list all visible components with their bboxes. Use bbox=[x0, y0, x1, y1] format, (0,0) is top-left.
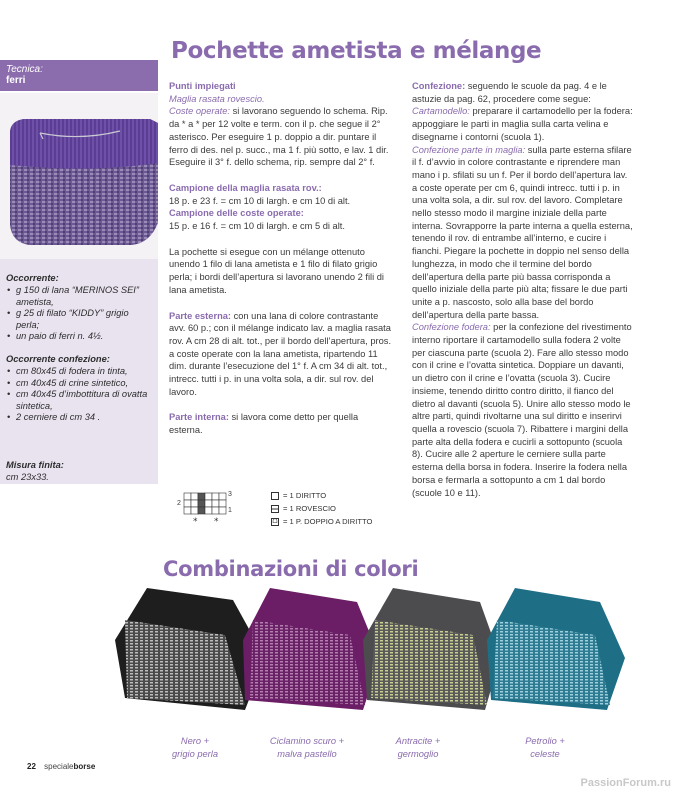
purse-variants-illustration bbox=[95, 580, 655, 730]
watermark: PassionForum.ru bbox=[580, 777, 671, 789]
confezione-text: seguendo le scuole da pag. 4 e le astuzie da pag. 62, procedere come segue: bbox=[412, 81, 607, 104]
caption-line: Ciclamino scuro + bbox=[269, 736, 345, 746]
fodera-paragraph bbox=[412, 321, 633, 499]
list-item: • g 150 di lana “MERINOS SEI” ametista, bbox=[6, 285, 154, 308]
column-right bbox=[412, 80, 633, 499]
color-swatches bbox=[95, 580, 655, 730]
list-item: • un paio di ferri n. 4½. bbox=[6, 331, 154, 343]
materials-sidebar bbox=[0, 259, 158, 484]
page-footer bbox=[27, 762, 95, 771]
legend-item-rovescio bbox=[271, 504, 336, 513]
coste-text: si lavorano seguendo lo schema. Rip. da * a * per 12 volte e term. con il p. che segue il 2° asterisco. Per eseguire 1 p. doppio a dir. puntare il ferro di des. nel p. succ., ma 1 f. più sotto, e lav. 1 dir. Eseguire il 3° f. dello schema, rip. sempre dal 2° f. bbox=[169, 106, 389, 168]
double-stitch-symbol-icon: ᗝ bbox=[272, 519, 278, 525]
legend-text: = 1 P. DOPPIO A DIRITTO bbox=[283, 517, 373, 526]
chart-row-3: 3 bbox=[228, 491, 232, 498]
cartamodello-label: Cartamodello: bbox=[412, 106, 470, 117]
parte-maglia-label: Confezione parte in maglia: bbox=[412, 144, 526, 155]
confezione-label: Confezione: bbox=[412, 81, 466, 91]
list-item: • cm 40x45 d’imbottitura di ovatta sintetica, bbox=[6, 389, 154, 412]
caption-line: Nero + bbox=[180, 736, 210, 746]
interna-text: si lavora come detto per quella esterna. bbox=[169, 412, 359, 436]
brand-bold: borse bbox=[73, 762, 96, 771]
misura-heading: Misura finita: bbox=[6, 460, 64, 470]
occorrente-list bbox=[6, 285, 154, 343]
swatch-nero bbox=[115, 588, 265, 710]
list-item: • cm 80x45 di fodera in tinta, bbox=[6, 366, 154, 378]
campione2-text: 15 p. e 16 f. = cm 10 di largh. e cm 5 di alt. bbox=[169, 221, 345, 232]
technique-box bbox=[0, 60, 158, 91]
brand-light: speciale bbox=[44, 762, 74, 771]
misura-value: cm 23x33. bbox=[6, 472, 49, 482]
swatch-petrolio bbox=[487, 588, 625, 710]
caption-petrolio bbox=[505, 735, 585, 761]
article-title: Pochette ametista e mélange bbox=[171, 38, 542, 64]
caption-nero bbox=[155, 735, 235, 761]
parte-maglia-paragraph bbox=[412, 144, 633, 322]
fodera-text: per la confezione del rivestimento interno riportare il cartamodello sulla fodera 2 volte per ciascuna parte (scuola 2). Fare allo stesso modo con il crine e l’ovatta sintetica. Doppiare un davanti, un dietro con il crine e l’ovatta (scuola 3). Cucire insieme, tenendo diritto contro diritto, il fianco del dietro al davanti (scuola 5). Unire allo stesso modo le altre parti, quindi rivoltarne una sul diritto e inserirvi quella a rovescio (scuola 7). Ribattere i margini della parte alta della fodera e cucirli a sottopunto (scuola 8). Cucire alle 2 aperture le cerniere sulla parte esterna della borsa in fodera. Inserire la fodera nella borsa e fermarla a sottopunto a cm 1 dal bordo (scuole 10 e 11). bbox=[412, 322, 632, 498]
chart-row-2: 2 bbox=[177, 500, 181, 507]
esterna-paragraph bbox=[169, 310, 394, 399]
svg-text:*: * bbox=[214, 517, 219, 527]
esterna-text: con una lana di colore contrastante avv. 60 p.; con il mélange indicato lav. a maglia rasata rov. A cm 28 di alt. tot., per il bordo dell’apertura, pros. a coste operate con la lana ametista, ripartendo 11 dim. durante l’esecuzione del 1° f. A cm 34 di alt. tot., intrecc. tutti i p. in una volta sola, a dir. sul rov. del lavoro. bbox=[169, 310, 392, 397]
legend-item-diritto bbox=[271, 491, 326, 500]
legend-text: = 1 ROVESCIO bbox=[283, 504, 336, 513]
confezione-list bbox=[6, 366, 154, 424]
coste-label: Coste operate: bbox=[169, 106, 230, 117]
list-item: • 2 cerniere di cm 34 . bbox=[6, 412, 154, 424]
caption-line: Antracite + bbox=[395, 736, 441, 746]
confezione-paragraph bbox=[412, 80, 633, 105]
caption-antracite bbox=[378, 735, 458, 761]
campione1-heading: Campione della maglia rasata rov.: bbox=[169, 182, 322, 193]
technique-label: Tecnica: bbox=[6, 64, 43, 75]
page-number: 22 bbox=[27, 762, 36, 771]
caption-line: germoglio bbox=[397, 749, 439, 759]
fodera-label: Confezione fodera: bbox=[412, 322, 491, 333]
confezione-heading: Occorrente confezione: bbox=[6, 354, 110, 364]
intro-paragraph: La pochette si esegue con un mélange ottenuto unendo 1 filo di lana ametista e 1 filo di filato grigio perla; i bordi dell’apertura si lavorano unendo 2 fili di lana ametista. bbox=[169, 246, 384, 295]
interna-label: Parte interna: bbox=[169, 412, 229, 423]
stitch-chart bbox=[170, 490, 240, 530]
purl-symbol-icon bbox=[271, 505, 279, 513]
occorrente-heading: Occorrente: bbox=[6, 273, 59, 283]
chart-row-1: 1 bbox=[228, 507, 232, 514]
caption-line: malva pastello bbox=[277, 749, 337, 759]
column-left bbox=[169, 80, 394, 437]
caption-line: Petrolio + bbox=[525, 736, 565, 746]
swatch-ciclamino bbox=[243, 588, 380, 710]
esterna-label: Parte esterna: bbox=[169, 310, 232, 321]
technique-value: ferri bbox=[6, 75, 26, 86]
cartamodello-paragraph bbox=[412, 105, 633, 143]
legend-text: = 1 DIRITTO bbox=[283, 491, 327, 500]
campione1-text: 18 p. e 23 f. = cm 10 di largh. e cm 10 di alt. bbox=[169, 195, 351, 206]
interna-paragraph bbox=[169, 411, 394, 436]
caption-line: celeste bbox=[530, 749, 560, 759]
maglia-rasata: Maglia rasata rovescio. bbox=[169, 93, 265, 104]
punti-heading: Punti impiegati bbox=[169, 81, 236, 91]
caption-ciclamino bbox=[257, 735, 357, 761]
swatch-antracite bbox=[363, 588, 500, 710]
cartamodello-text: preparare il cartamodello per la fodera: appoggiare le parti in maglia sulla carta velina e disegnarne i contorni (scuola 1). bbox=[412, 106, 633, 142]
svg-text:*: * bbox=[193, 517, 198, 527]
parte-maglia-text: sulla parte esterna sfilare il f. d’avvio in colore contrastante e riprendere man mano i p. sfilati su un f. Per il bordo dell’apertura lav. a coste operate per cm 6, quindi intrecc. tutti i p. in una volta sola, a dir. sul rov. del lavoro. Completare nello stesso modo il margine iniziale della parte interna. Sovrapporre la parte interna a quella esterna, tenendo il rov. di entrambe all’interno, e cucire i fianchi. Piegare la pochette in doppio nel senso della lunghezza, in modo che il termine del bordo dell’apertura della parte più bassa corrisponda a quello iniziale della parte più alta; fissare le due parti unite a p. nascosto, solo alla base del bordo dell’apertura della parte bassa. bbox=[412, 144, 633, 320]
coste-paragraph bbox=[169, 105, 394, 169]
legend-item-doppio bbox=[271, 517, 372, 526]
caption-line: grigio perla bbox=[172, 749, 218, 759]
purse-photo bbox=[0, 93, 158, 259]
knit-symbol-icon bbox=[271, 492, 279, 500]
list-item: • cm 40x45 di crine sintetico, bbox=[6, 378, 154, 390]
campione2-heading: Campione delle coste operate: bbox=[169, 208, 304, 219]
list-item: • g 25 di filato “KIDDY” grigio perla; bbox=[6, 308, 154, 331]
purse-illustration bbox=[0, 93, 158, 259]
combinations-title: Combinazioni di colori bbox=[163, 557, 419, 581]
